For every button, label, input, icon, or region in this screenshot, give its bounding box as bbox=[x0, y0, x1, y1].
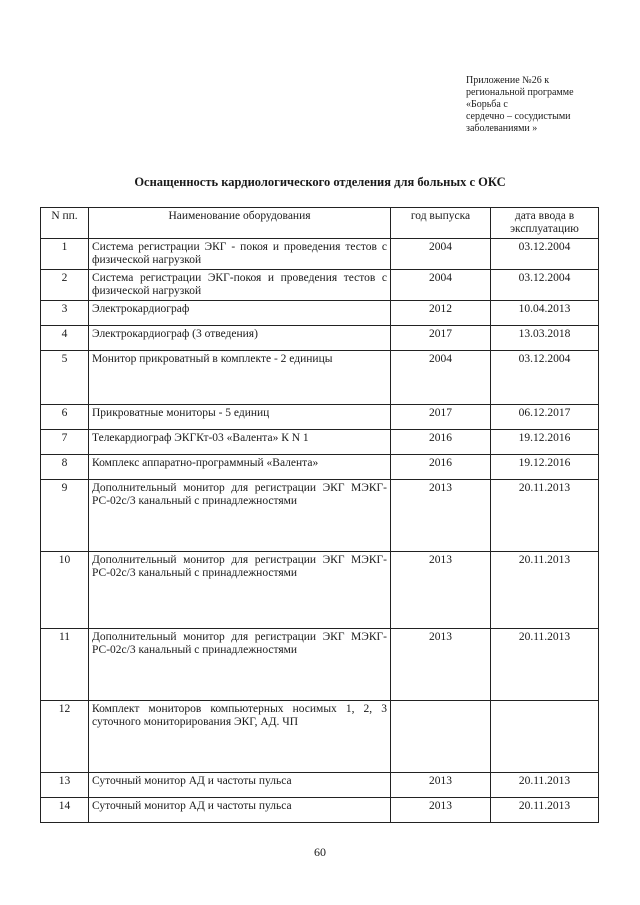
cell-equipment-name: Суточный монитор АД и частоты пульса bbox=[89, 798, 391, 823]
appendix-line: сердечно – сосудистыми bbox=[466, 111, 571, 122]
cell-equipment-name: Система регистрации ЭКГ-покоя и проведения тестов с физической нагрузкой bbox=[89, 270, 391, 301]
cell-num: 7 bbox=[41, 430, 89, 455]
header-name: Наименование оборудования bbox=[89, 208, 391, 239]
cell-commission-date: 20.11.2013 bbox=[491, 798, 599, 823]
cell-num: 13 bbox=[41, 773, 89, 798]
cell-num: 2 bbox=[41, 270, 89, 301]
appendix-line: региональной программе bbox=[466, 87, 574, 98]
table-row bbox=[41, 455, 599, 480]
cell-commission-date: 10.04.2013 bbox=[491, 301, 599, 326]
cell-num: 3 bbox=[41, 301, 89, 326]
table-row bbox=[41, 552, 599, 629]
cell-num: 6 bbox=[41, 405, 89, 430]
header-date: дата ввода в эксплуатацию bbox=[491, 208, 599, 239]
cell-num: 1 bbox=[41, 239, 89, 270]
table-row bbox=[41, 351, 599, 405]
cell-year: 2017 bbox=[391, 326, 491, 351]
cell-commission-date: 06.12.2017 bbox=[491, 405, 599, 430]
cell-equipment-name: Система регистрации ЭКГ - покоя и проведения тестов с физической нагрузкой bbox=[89, 239, 391, 270]
table-header-row bbox=[41, 208, 599, 239]
cell-equipment-name: Телекардиограф ЭКГКт-03 «Валента» К N 1 bbox=[89, 430, 391, 455]
table-row bbox=[41, 301, 599, 326]
cell-year: 2004 bbox=[391, 351, 491, 405]
cell-year: 2004 bbox=[391, 270, 491, 301]
cell-commission-date: 20.11.2013 bbox=[491, 629, 599, 701]
cell-commission-date: 03.12.2004 bbox=[491, 239, 599, 270]
table-row bbox=[41, 270, 599, 301]
cell-num: 8 bbox=[41, 455, 89, 480]
table-row bbox=[41, 430, 599, 455]
table-row bbox=[41, 239, 599, 270]
table-row bbox=[41, 326, 599, 351]
cell-num: 10 bbox=[41, 552, 89, 629]
cell-commission-date: 03.12.2004 bbox=[491, 351, 599, 405]
cell-year: 2017 bbox=[391, 405, 491, 430]
cell-year: 2013 bbox=[391, 480, 491, 552]
cell-equipment-name: Прикроватные мониторы - 5 единиц bbox=[89, 405, 391, 430]
table-row bbox=[41, 773, 599, 798]
cell-year: 2013 bbox=[391, 798, 491, 823]
table-row bbox=[41, 629, 599, 701]
table-row bbox=[41, 405, 599, 430]
table-row bbox=[41, 798, 599, 823]
cell-year: 2013 bbox=[391, 552, 491, 629]
cell-year: 2013 bbox=[391, 629, 491, 701]
appendix-line: Приложение №26 к bbox=[466, 75, 550, 86]
appendix-line: «Борьба с bbox=[466, 99, 508, 110]
cell-equipment-name: Дополнительный монитор для регистрации ЭКГ МЭКГ-РС-02с/3 канальный с принадлежностями bbox=[89, 480, 391, 552]
cell-equipment-name: Суточный монитор АД и частоты пульса bbox=[89, 773, 391, 798]
header-num: N пп. bbox=[41, 208, 89, 239]
cell-equipment-name: Комплекс аппаратно-программный «Валента» bbox=[89, 455, 391, 480]
cell-commission-date: 20.11.2013 bbox=[491, 773, 599, 798]
cell-year: 2012 bbox=[391, 301, 491, 326]
appendix-note bbox=[466, 75, 626, 135]
cell-commission-date: 20.11.2013 bbox=[491, 552, 599, 629]
cell-equipment-name: Комплект мониторов компьютерных носимых 1, 2, 3 суточного мониторирования ЭКГ, АД. ЧП bbox=[89, 701, 391, 773]
cell-equipment-name: Дополнительный монитор для регистрации ЭКГ МЭКГ-РС-02с/3 канальный с принадлежностями bbox=[89, 552, 391, 629]
cell-commission-date: 03.12.2004 bbox=[491, 270, 599, 301]
cell-year: 2016 bbox=[391, 455, 491, 480]
cell-commission-date bbox=[491, 701, 599, 773]
cell-year: 2016 bbox=[391, 430, 491, 455]
cell-year: 2004 bbox=[391, 239, 491, 270]
cell-year bbox=[391, 701, 491, 773]
cell-commission-date: 13.03.2018 bbox=[491, 326, 599, 351]
table-row bbox=[41, 480, 599, 552]
page-number: 60 bbox=[314, 845, 326, 859]
cell-equipment-name: Электрокардиограф (3 отведения) bbox=[89, 326, 391, 351]
cell-equipment-name: Электрокардиограф bbox=[89, 301, 391, 326]
cell-equipment-name: Монитор прикроватный в комплекте - 2 единицы bbox=[89, 351, 391, 405]
cell-num: 9 bbox=[41, 480, 89, 552]
cell-commission-date: 20.11.2013 bbox=[491, 480, 599, 552]
cell-num: 14 bbox=[41, 798, 89, 823]
document-title: Оснащенность кардиологического отделения для больных с ОКС bbox=[134, 175, 506, 189]
cell-equipment-name: Дополнительный монитор для регистрации ЭКГ МЭКГ-РС-02с/3 канальный с принадлежностями bbox=[89, 629, 391, 701]
cell-num: 11 bbox=[41, 629, 89, 701]
cell-num: 12 bbox=[41, 701, 89, 773]
table-row bbox=[41, 701, 599, 773]
cell-commission-date: 19.12.2016 bbox=[491, 455, 599, 480]
equipment-table bbox=[40, 207, 599, 823]
cell-year: 2013 bbox=[391, 773, 491, 798]
cell-num: 5 bbox=[41, 351, 89, 405]
cell-commission-date: 19.12.2016 bbox=[491, 430, 599, 455]
cell-num: 4 bbox=[41, 326, 89, 351]
appendix-line: заболеваниями » bbox=[466, 123, 538, 134]
header-year: год выпуска bbox=[391, 208, 491, 239]
